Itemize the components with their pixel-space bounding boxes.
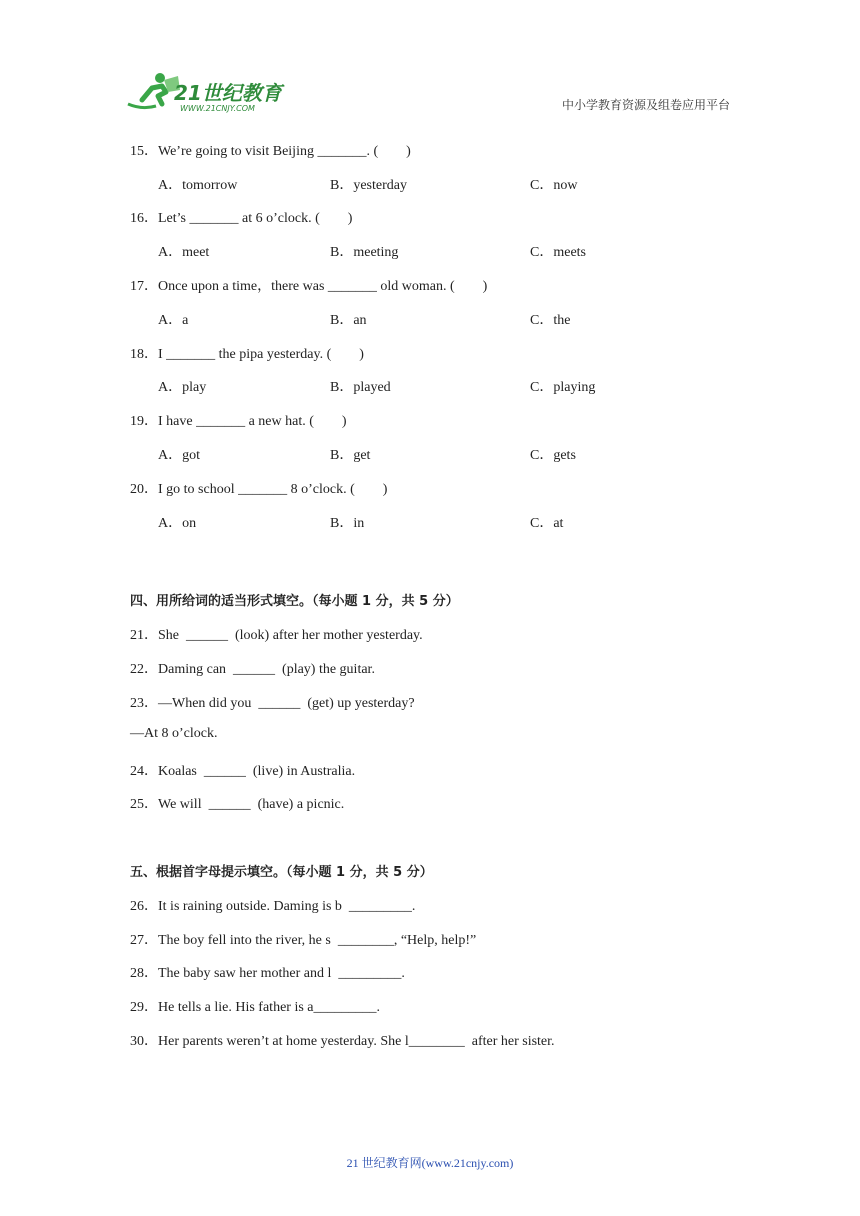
option-15-b: B．yesterday [330,178,407,193]
footer-text: 21 世纪教育网(www.21cnjy.com) [346,1156,514,1170]
question-26: 26．It is raining outside. Daming is b _________. [130,899,416,914]
question-23: 23．—When did you ______ (get) up yesterday? [130,696,415,711]
logo-text: 21世纪教育 [174,81,282,105]
question-15: 15．We’re going to visit Beijing _______. ( ) [130,144,411,159]
option-15-a: A．tomorrow [158,178,238,193]
option-18-a: A．play [158,380,207,395]
option-17-a: A．a [158,313,189,328]
option-17-c: C．the [530,313,571,328]
section-4-title: 四、用所给词的适当形式填空。（每小题 1 分，共 5 分） [130,594,459,609]
option-17-b: B．an [330,313,367,328]
option-15-c: C．now [530,178,578,193]
question-16: 16．Let’s _______ at 6 o’clock. ( ) [130,211,353,226]
option-18-c: C．playing [530,380,596,395]
option-20-c: C．at [530,516,564,531]
option-16-a: A．meet [158,245,210,260]
option-20-a: A．on [158,516,197,531]
question-29: 29．He tells a lie. His father is a_________. [130,1000,381,1015]
site-logo [122,70,292,114]
option-19-a: A．got [158,448,200,463]
question-21: 21．She ______ (look) after her mother yesterday. [130,628,423,643]
answer-23: —At 8 o’clock. [130,726,218,741]
section-5-title: 五、根据首字母提示填空。（每小题 1 分，共 5 分） [130,865,433,880]
option-18-b: B．played [330,380,391,395]
option-19-b: B．get [330,448,371,463]
question-22: 22．Daming can ______ (play) the guitar. [130,662,375,677]
question-28: 28．The baby saw her mother and l _________. [130,966,405,981]
option-16-b: B．meeting [330,245,399,260]
question-30: 30．Her parents weren’t at home yesterday. She l________ after her sister. [130,1034,555,1049]
question-27: 27．The boy fell into the river, he s ________, “Help, help!” [130,933,477,948]
question-20: 20．I go to school _______ 8 o’clock. ( ) [130,482,388,497]
option-19-c: C．gets [530,448,576,463]
option-16-c: C．meets [530,245,586,260]
question-25: 25．We will ______ (have) a picnic. [130,797,345,812]
option-20-b: B．in [330,516,365,531]
question-18: 18．I _______ the pipa yesterday. ( ) [130,347,364,362]
question-19: 19．I have _______ a new hat. ( ) [130,414,347,429]
logo-url: WWW.21CNJY.COM [180,104,255,113]
question-24: 24．Koalas ______ (live) in Australia. [130,764,356,779]
header-platform-text: 中小学教育资源及组卷应用平台 [561,98,730,112]
question-17: 17．Once upon a time，there was _______ old woman. ( ) [130,279,488,294]
